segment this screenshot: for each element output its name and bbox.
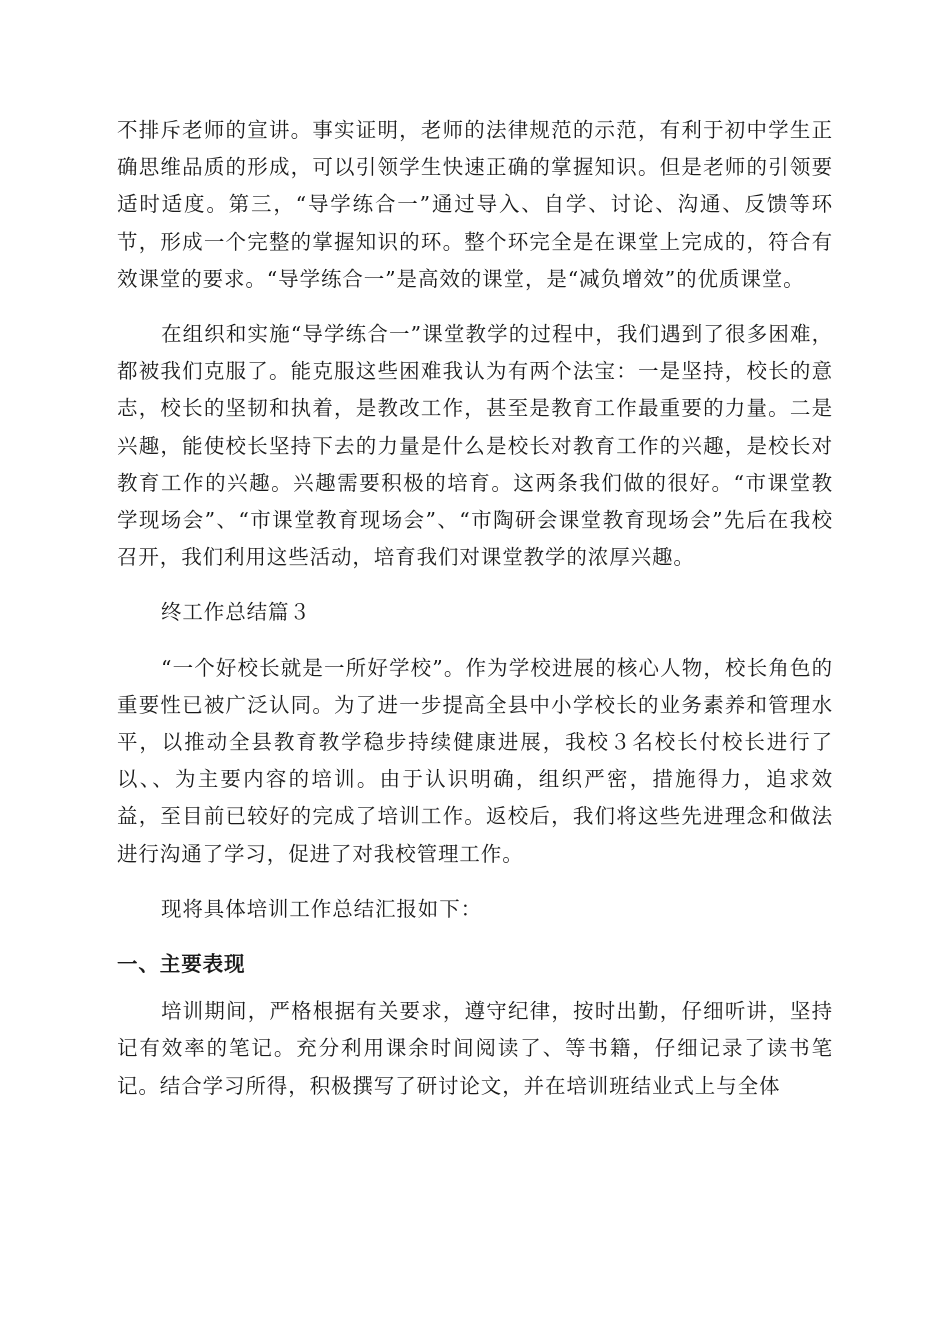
paragraph-difficulties: 在组织和实施“导学练合一”课堂教学的过程中，我们遇到了很多困难，都被我们克服了。能克服这些困难我认为有两个法宝：一是坚持，校长的意志，校长的坚韧和执着，是教改工作，甚至是教育工作最重要的力量。二是兴趣，能使校长坚持下去的力量是什么是校长对教育工作的兴趣，是校长对教育工作的兴趣。兴趣需要积极的培育。这两条我们做的很好。“市课堂教学现场会”、“市课堂教育现场会”、“市陶研会课堂教育现场会”先后在我校召开，我们利用这些活动，培育我们对课堂教学的浓厚兴趣。	[117, 322, 833, 570]
paragraph-report-intro: 现将具体培训工作总结汇报如下：	[161, 896, 482, 921]
section-heading: 一、主要表现	[117, 952, 246, 977]
paragraph-principal-training: “一个好校长就是一所好学校”。作为学校进展的核心人物，校长角色的重要性已被广泛认同。为了进一步提高全县中小学校长的业务素养和管理水平，以推动全县教育教学稳步持续健康进展，我校３名校长付校长进行了以、、为主要内容的培训。由于认识明确，组织严密，措施得力，追求效益，至目前已较好的完成了培训工作。返校后，我们将这些先进理念和做法进行沟通了学习，促进了对我校管理工作。	[117, 655, 833, 866]
paragraph-continuation: 不排斥老师的宣讲。事实证明，老师的法律规范的示范，有利于初中学生正确思维品质的形成，可以引领学生快速正确的掌握知识。但是老师的引领要适时适度。第三，“导学练合一”通过导入、自学、讨论、沟通、反馈等环节，形成一个完整的掌握知识的环。整个环完全是在课堂上完成的，符合有效课堂的要求。“导学练合一”是高效的课堂，是“减负增效”的优质课堂。	[117, 118, 833, 291]
section-title-part-3: 终工作总结篇３	[161, 600, 311, 625]
paragraph-performance: 培训期间，严格根据有关要求，遵守纪律，按时出勤，仔细听讲，坚持记有效率的笔记。充分利用课余时间阅读了、等书籍，仔细记录了读书笔记。结合学习所得，积极撰写了研讨论文，并在培训班结业式上与全体	[117, 999, 833, 1098]
document-page	[117, 112, 833, 1105]
